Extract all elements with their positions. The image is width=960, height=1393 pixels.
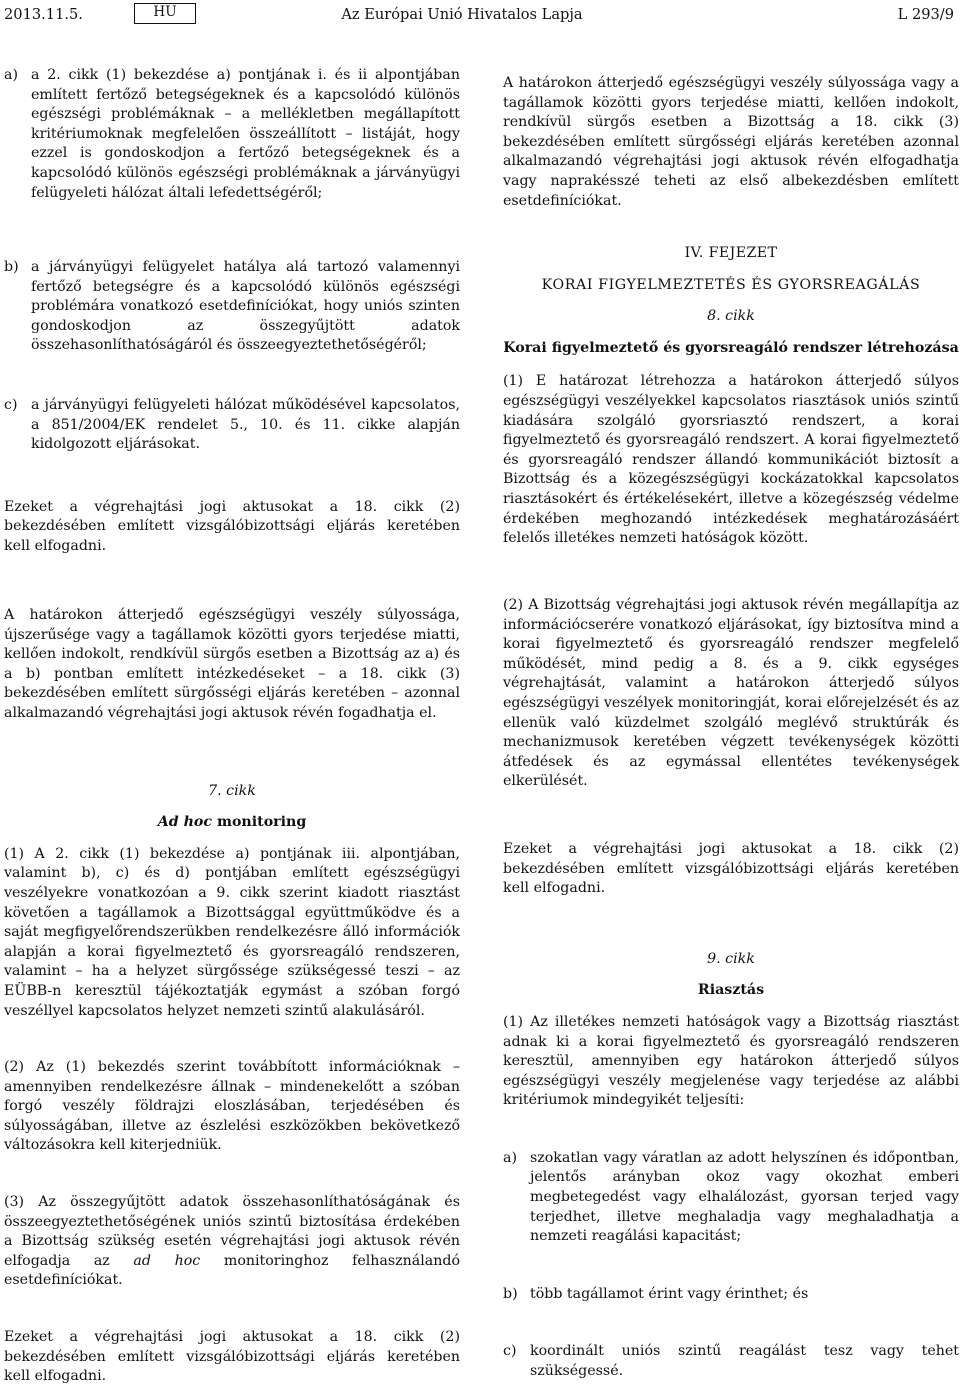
article-title: Ad hoc monitoring [157, 814, 307, 831]
list-item-b: b) több tagállamot érint vagy érinthet; és [503, 1285, 809, 1302]
block1-left [4, 66, 460, 203]
list-item-b: b) a járványügyi felügyelet hatálya alá tartozó valamennyi fertőző betegségre és a kapcsolódó különös egészségi problémára vonatkozó esetdefiníciókat, hogy uniós szinten gondoskodjon az összegyűjtött adatok összehasonlíthatóságáról és összeegyeztethetőségéről; [4, 259, 460, 354]
article-title: Korai figyelmeztető és gyorsreagáló rendszer létrehozása [503, 339, 959, 356]
article-number: 7. cikk [208, 782, 256, 799]
block2-right [503, 244, 959, 549]
article-title: Riasztás [697, 982, 765, 999]
paragraph: Ezeket a végrehajtási jogi aktusokat a 18. cikk (2) bekezdésében említett vizsgálóbizottsági eljárás keretében kell elfogadni. [4, 1329, 460, 1385]
paragraph: Ezeket a végrehajtási jogi aktusokat a 18. cikk (2) bekezdésében említett vizsgálóbizottsági eljárás keretében kell elfogadni. [4, 498, 460, 554]
chapter-number: IV. FEJEZET [684, 245, 778, 261]
block2-left [4, 258, 460, 557]
list-item-a: a) a 2. cikk (1) bekezdése a) pontjának i. és ii alpontjában említett fertőző betegségeknek és a kapcsolódó különös egészségi problémáknak – a mellékletben megállapított kritériumoknak megfelelően összeállított – listáját, hogy ezzel is gondoskodjon a fertőző betegségeknek és a kapcsolódó különös egészségi problémáknak a járványügyi felügyeleti hálózat általi lefedettségéről; [4, 67, 460, 201]
block3-right [503, 596, 959, 1382]
list-item-c: c) koordinált uniós szintű reagálást tesz vagy tehet szükségessé. [503, 1343, 959, 1380]
page-number: L 293/9 [897, 6, 954, 23]
list-item-c: c) a járványügyi felügyeleti hálózat működésével kapcsolatos, a 851/2004/EK rendelet 5., 10. és 11. cikke alapján kidolgozott eljárásokat. [4, 396, 460, 453]
paragraph: (2) A Bizottság végrehajtási jogi aktusok révén megállapítja az információcserére vonatkozó eljárásokat, így biztosítva mind a korai figyelmeztető és gyorsreagáló rendszer megfelelő működését, mind pedig a 8. és a 9. cikk egységes végrehajtását, valamint a határokon átterjedő súlyos egészségügyi veszélyek monitoringját, korai előrejelzését és az ellenük való küzdelmet szolgáló meglévő struktúrák és mechanizmusok keretében végzett tevékenységek közötti átfedések és az egymással ellentétes tevékenységek elkerülését. [503, 597, 959, 790]
list-item-a: a) szokatlan vagy váratlan az adott helyszínen és időpontban, jelentős arányban okoz vagy okozhat emberi megbetegedést vagy elhalálozást, gyorsan terjed vagy terjedhet, illetve meghaladja vagy meghaladhatja a nemzeti reagálási kapacitást; [503, 1149, 959, 1245]
language-badge: HU [134, 3, 196, 24]
paragraph: (1) A 2. cikk (1) bekezdése a) pontjának iii. alpontjában, valamint b), c) és d) pontjában említett egészségügyi veszélyekre vonatkozóan a 9. cikk szerint kiadott riasztást követően a tagállamok a Bizottsággal együttműködve és a saját megfigyelőrendszerükben rendelkezésre álló információk alapján a korai figyelmeztető és gyorsreagáló rendszeren, valamint – ha a helyzet sürgőssége szükségessé teszi – az EÜBB-n keresztül tájékoztatják egymást a szóban forgó veszéllyel kapcsolatos helyzet nemzeti szintű alakulásáról. [4, 845, 460, 1019]
header-date: 2013.11.5. [4, 6, 83, 23]
page-header [0, 0, 960, 30]
paragraph: Ezeket a végrehajtási jogi aktusokat a 18. cikk (2) bekezdésében említett vizsgálóbizottsági eljárás keretében kell elfogadni. [503, 840, 959, 897]
article-number: 8. cikk [707, 308, 755, 325]
article-number: 9. cikk [707, 950, 755, 967]
block3-left [4, 606, 460, 1387]
paragraph: (1) Az illetékes nemzeti hatóságok vagy a Bizottság riasztást adnak ki a korai figyelmeztető és gyorsreagáló rendszeren keresztül, amennyiben egy határokon átterjedő súlyos egészségügyi veszély megjelenése vagy terjedése az alábbi kritériumok mindegyikét teljesíti: [503, 1013, 959, 1109]
chapter-title: KORAI FIGYELMEZTETÉS ÉS GYORSREAGÁLÁS [541, 276, 921, 293]
block1-right [503, 74, 959, 211]
paragraph: A határokon átterjedő egészségügyi veszély súlyossága, újszerűsége vagy a tagállamok közötti gyors terjedése miatti, kellően indokolt, rendkívül sürgős esetben a Bizottság az a) és a b) pontban említett intézkedéseket – a 18. cikk (3) bekezdésében említett sürgősségi eljárás keretében – azonnal alkalmazandó végrehajtási jogi aktusok révén fogadhatja el. [4, 607, 460, 721]
paragraph: (1) E határozat létrehozza a határokon átterjedő súlyos egészségügyi veszélyekkel kapcsolatos riasztások uniós szintű kiadására szolgáló gyorsriasztó rendszert, a korai figyelmeztető és gyorsreagáló rendszert. A korai figyelmeztető és gyorsreagáló rendszer állandó kommunikációt biztosít a Bizottság és a közegészségügyi kockázatokkal kapcsolatos riasztásokért és értékelésekért, illetve a közegészség védelme érdekében meghozandó intézkedések meghatározásáért felelős illetékes nemzeti hatóságok között. [503, 373, 959, 547]
paragraph: A határokon átterjedő egészségügyi veszély súlyossága vagy a tagállamok közötti gyors terjedése miatti, kellően indokolt, rendkívül sürgős esetben a Bizottság a 18. cikk (3) bekezdésében említett sürgősségi eljárás keretében azonnal alkalmazandó végrehajtási jogi aktusok révén elfogadhatja vagy naprakésszé teheti az első albekezdésben említett esetdefiníciókat. [503, 75, 959, 209]
paragraph: (2) Az (1) bekezdés szerint továbbított információknak – amennyiben rendelkezésre állnak – mindenekelőtt a szóban forgó veszély földrajzi eloszlásában, terjedésében és súlyosságában, illetve az észlelési eszközökben bekövetkező változásokra kell kiterjedniük. [4, 1059, 460, 1154]
journal-title: Az Európai Unió Hivatalos Lapja [341, 6, 583, 23]
paragraph: (3) Az összegyűjtött adatok összehasonlíthatóságának és összeegyeztethetőségének uniós szintű biztosítása érdekében a Bizottság szükség esetén végrehajtási jogi aktusok révén elfogadja az ad hoc monitoringhoz felhasználandó esetdefiníciókat. [4, 1194, 460, 1289]
